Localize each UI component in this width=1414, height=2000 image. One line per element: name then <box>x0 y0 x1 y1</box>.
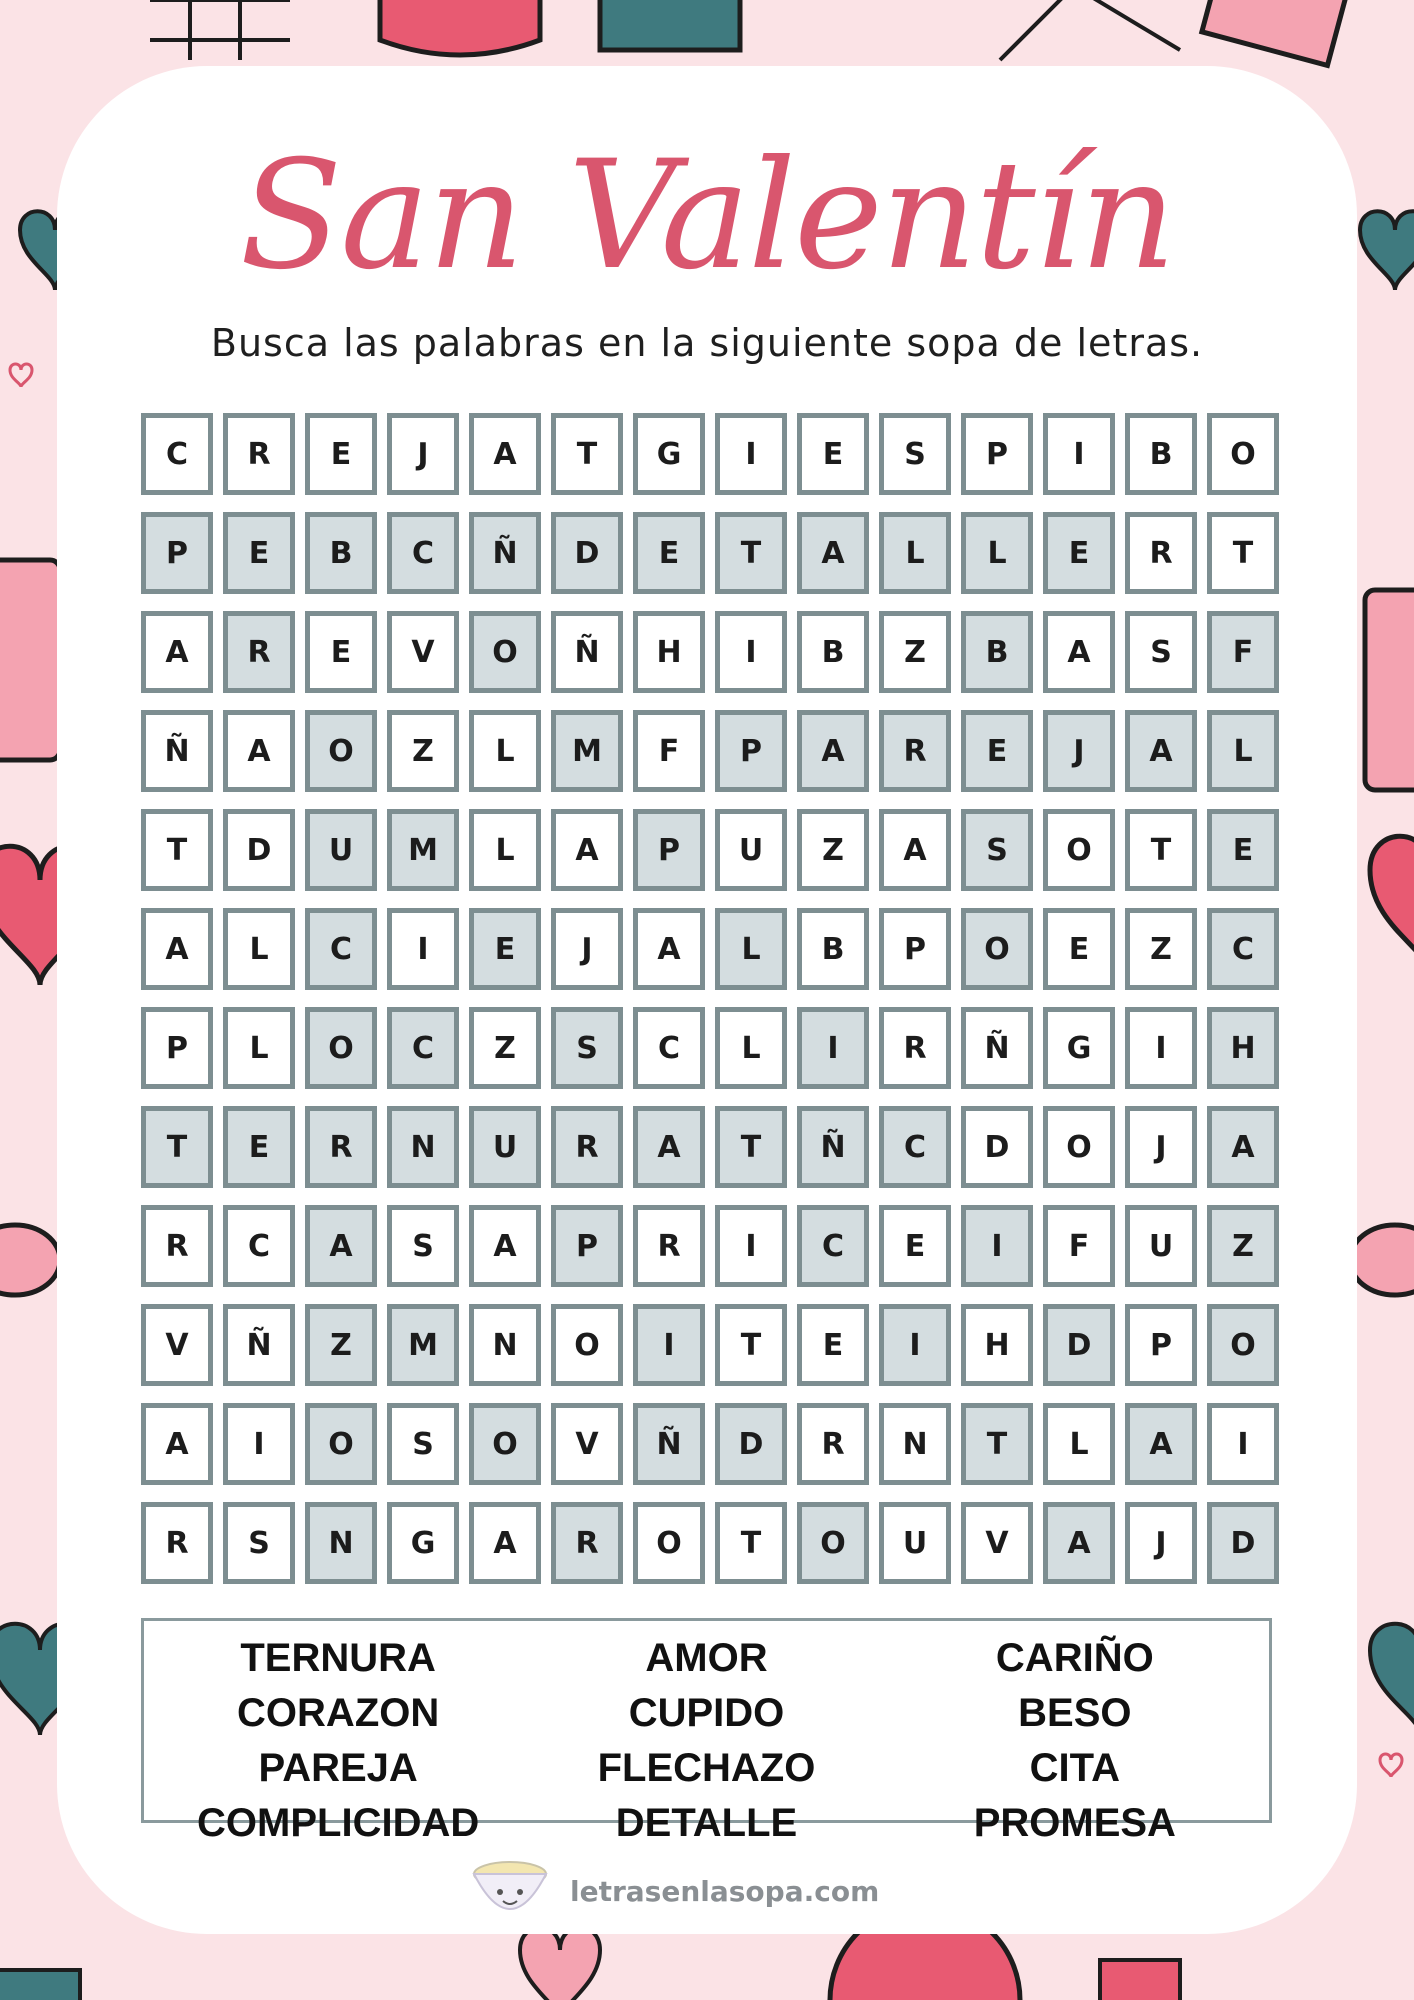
grid-cell[interactable]: H <box>961 1304 1033 1386</box>
grid-cell[interactable]: O <box>551 1304 623 1386</box>
grid-cell[interactable]: A <box>141 611 213 693</box>
grid-cell[interactable]: A <box>797 710 869 792</box>
grid-cell[interactable]: G <box>1043 1007 1115 1089</box>
word-list-column-2 <box>526 1631 886 1845</box>
grid-cell[interactable]: T <box>1207 512 1279 594</box>
grid-cell[interactable]: A <box>223 710 295 792</box>
word-list <box>141 1618 1272 1845</box>
grid-cell[interactable]: A <box>141 1403 213 1485</box>
grid-cell[interactable]: A <box>551 809 623 891</box>
grid-cell[interactable]: A <box>1043 611 1115 693</box>
grid-cell[interactable]: B <box>961 611 1033 693</box>
grid-cell[interactable]: V <box>387 611 459 693</box>
grid-cell[interactable]: F <box>1043 1205 1115 1287</box>
grid-cell[interactable]: Ñ <box>223 1304 295 1386</box>
grid-cell[interactable]: E <box>469 908 541 990</box>
grid-cell[interactable]: I <box>715 1205 787 1287</box>
grid-cell[interactable]: I <box>633 1304 705 1386</box>
grid-cell[interactable]: L <box>223 1007 295 1089</box>
grid-cell[interactable]: E <box>1207 809 1279 891</box>
grid-cell[interactable]: D <box>715 1403 787 1485</box>
grid-cell[interactable]: N <box>879 1403 951 1485</box>
grid-cell[interactable]: R <box>223 413 295 495</box>
grid-cell[interactable]: N <box>387 1106 459 1188</box>
grid-cell[interactable]: E <box>305 413 377 495</box>
grid-cell[interactable]: Z <box>1125 908 1197 990</box>
grid-cell[interactable]: N <box>305 1502 377 1584</box>
puzzle-card <box>57 66 1357 1934</box>
grid-cell[interactable]: E <box>223 512 295 594</box>
grid-cell[interactable]: L <box>961 512 1033 594</box>
grid-cell[interactable]: S <box>387 1205 459 1287</box>
grid-cell[interactable]: D <box>223 809 295 891</box>
grid-cell[interactable]: L <box>223 908 295 990</box>
grid-cell[interactable]: V <box>141 1304 213 1386</box>
grid-cell[interactable]: T <box>1125 809 1197 891</box>
grid-cell[interactable]: Z <box>305 1304 377 1386</box>
grid-cell[interactable]: T <box>141 809 213 891</box>
word-item: CUPIDO <box>628 1691 785 1735</box>
grid-cell[interactable]: T <box>715 1304 787 1386</box>
coffee-cup-icon <box>0 560 60 760</box>
grid-cell[interactable]: A <box>469 1502 541 1584</box>
grid-cell[interactable]: Ñ <box>797 1106 869 1188</box>
grid-cell[interactable]: I <box>1125 1007 1197 1089</box>
word-search-grid <box>141 413 1289 1601</box>
grid-cell[interactable]: R <box>1125 512 1197 594</box>
grid-cell[interactable]: U <box>879 1502 951 1584</box>
teacup-icon <box>1350 1225 1414 1295</box>
grid-cell[interactable]: Ñ <box>469 512 541 594</box>
grid-cell[interactable]: Ñ <box>961 1007 1033 1089</box>
hot-air-balloon-icon <box>380 0 540 55</box>
grid-cell[interactable]: U <box>715 809 787 891</box>
grid-cell[interactable]: L <box>469 809 541 891</box>
grid-cell[interactable]: O <box>961 908 1033 990</box>
grid-cell[interactable]: B <box>797 611 869 693</box>
grid-cell[interactable]: I <box>1207 1403 1279 1485</box>
grid-cell[interactable]: G <box>387 1502 459 1584</box>
grid-cell[interactable]: O <box>469 611 541 693</box>
grid-cell[interactable]: O <box>305 1007 377 1089</box>
teacup-icon <box>0 1225 60 1295</box>
grid-cell[interactable]: M <box>387 809 459 891</box>
grid-cell[interactable]: U <box>1125 1205 1197 1287</box>
grid-cell[interactable]: D <box>551 512 623 594</box>
grid-cell[interactable]: F <box>633 710 705 792</box>
grid-cell[interactable]: N <box>469 1304 541 1386</box>
coffee-cup-icon <box>1365 590 1414 790</box>
grid-cell[interactable]: S <box>961 809 1033 891</box>
grid-cell[interactable]: E <box>797 1304 869 1386</box>
grid-cell[interactable]: P <box>141 512 213 594</box>
word-item: TERNURA <box>240 1636 436 1680</box>
grid-cell[interactable]: C <box>879 1106 951 1188</box>
grid-cell[interactable]: C <box>305 908 377 990</box>
grid-cell[interactable]: A <box>469 1205 541 1287</box>
grid-cell[interactable]: I <box>387 908 459 990</box>
grid-cell[interactable]: T <box>715 1502 787 1584</box>
grid-cell[interactable]: O <box>633 1502 705 1584</box>
grid-cell[interactable]: C <box>141 413 213 495</box>
word-item: PAREJA <box>258 1746 418 1790</box>
word-list-column-3 <box>895 1631 1255 1845</box>
grid-cell[interactable]: R <box>551 1106 623 1188</box>
grid-cell[interactable]: T <box>715 512 787 594</box>
grid-cell[interactable]: O <box>1207 413 1279 495</box>
grid-cell[interactable]: Z <box>469 1007 541 1089</box>
grid-cell[interactable]: M <box>387 1304 459 1386</box>
grid-cell[interactable]: A <box>879 809 951 891</box>
grid-cell[interactable]: B <box>1125 413 1197 495</box>
grid-cell[interactable]: E <box>633 512 705 594</box>
grid-cell[interactable]: R <box>223 611 295 693</box>
grid-cell[interactable]: P <box>633 809 705 891</box>
grid-cell[interactable]: E <box>879 1205 951 1287</box>
grid-cell[interactable]: Z <box>1207 1205 1279 1287</box>
grid-cell[interactable]: O <box>469 1403 541 1485</box>
grid-cell[interactable]: J <box>1125 1106 1197 1188</box>
grid-cell[interactable]: J <box>1043 710 1115 792</box>
grid-cell[interactable]: S <box>1125 611 1197 693</box>
grid-cell[interactable]: O <box>305 1403 377 1485</box>
gift-icon <box>0 1970 80 2000</box>
grid-cell[interactable]: T <box>715 1106 787 1188</box>
grid-cell[interactable]: C <box>223 1205 295 1287</box>
grid-cell[interactable]: R <box>551 1502 623 1584</box>
grid-cell[interactable]: Ñ <box>141 710 213 792</box>
grid-cell[interactable]: L <box>1207 710 1279 792</box>
grid-cell[interactable]: C <box>797 1205 869 1287</box>
footer-site-link[interactable]: letrasenlasopa.com <box>570 1874 880 1908</box>
grid-cell[interactable]: S <box>551 1007 623 1089</box>
grid-cell[interactable]: A <box>633 908 705 990</box>
grid-cell[interactable]: E <box>797 413 869 495</box>
grid-cell[interactable]: I <box>879 1304 951 1386</box>
grid-cell[interactable]: T <box>141 1106 213 1188</box>
grid-cell[interactable]: I <box>1043 413 1115 495</box>
grid-cell[interactable]: L <box>715 1007 787 1089</box>
grid-cell[interactable]: Z <box>387 710 459 792</box>
grid-cell[interactable]: A <box>305 1205 377 1287</box>
grid-cell[interactable]: Ñ <box>551 611 623 693</box>
grid-cell[interactable]: P <box>961 413 1033 495</box>
grid-cell[interactable]: A <box>469 413 541 495</box>
grid-cell[interactable]: L <box>1043 1403 1115 1485</box>
word-item: COMPLICIDAD <box>197 1801 480 1845</box>
grid-cell[interactable]: R <box>633 1205 705 1287</box>
grid-cell[interactable]: C <box>387 512 459 594</box>
instructions: Busca las palabras en la siguiente sopa de letras. <box>210 321 1204 365</box>
grid-cell[interactable]: P <box>141 1007 213 1089</box>
grid-cell[interactable]: H <box>1207 1007 1279 1089</box>
grid-cell[interactable]: O <box>1043 809 1115 891</box>
grid-cell[interactable]: P <box>1125 1304 1197 1386</box>
grid-cell[interactable]: Z <box>797 809 869 891</box>
grid-cell[interactable]: V <box>551 1403 623 1485</box>
grid-cell[interactable]: C <box>1207 908 1279 990</box>
grid-cell[interactable]: R <box>879 710 951 792</box>
word-item: BESO <box>1018 1691 1132 1735</box>
grid-cell[interactable]: E <box>305 611 377 693</box>
grid-cell[interactable]: J <box>551 908 623 990</box>
word-item: PROMESA <box>973 1801 1176 1845</box>
grid-cell[interactable]: A <box>633 1106 705 1188</box>
grid-cell[interactable]: C <box>633 1007 705 1089</box>
grid-cell[interactable]: R <box>141 1502 213 1584</box>
grid-cell[interactable]: E <box>1043 512 1115 594</box>
grid-cell[interactable]: O <box>1043 1106 1115 1188</box>
grid-cell[interactable]: H <box>633 611 705 693</box>
grid-cell[interactable]: D <box>961 1106 1033 1188</box>
grid-cell[interactable]: A <box>1043 1502 1115 1584</box>
word-item: CARIÑO <box>995 1636 1154 1680</box>
grid-cell[interactable]: D <box>1207 1502 1279 1584</box>
grid-cell[interactable]: Z <box>879 611 951 693</box>
word-item: AMOR <box>645 1636 768 1680</box>
word-item: CORAZON <box>237 1691 440 1735</box>
grid-cell[interactable]: O <box>797 1502 869 1584</box>
grid-cell[interactable]: M <box>551 710 623 792</box>
grid-cell[interactable]: A <box>1125 710 1197 792</box>
grid-cell[interactable]: I <box>715 413 787 495</box>
grid-cell[interactable]: A <box>1207 1106 1279 1188</box>
grid-cell[interactable]: R <box>305 1106 377 1188</box>
grid-cell[interactable]: R <box>879 1007 951 1089</box>
grid-cell[interactable]: Ñ <box>633 1403 705 1485</box>
grid-cell[interactable]: L <box>469 710 541 792</box>
grid-cell[interactable]: R <box>141 1205 213 1287</box>
grid-cell[interactable]: A <box>797 512 869 594</box>
word-item: CITA <box>1029 1746 1120 1790</box>
soup-bowl-mascot-icon <box>470 1856 550 1926</box>
grid-cell[interactable]: O <box>305 710 377 792</box>
grid-cell[interactable]: E <box>1043 908 1115 990</box>
grid-cell[interactable]: F <box>1207 611 1279 693</box>
grid-cell[interactable]: P <box>551 1205 623 1287</box>
grid-cell[interactable]: R <box>797 1403 869 1485</box>
grid-cell[interactable]: E <box>961 710 1033 792</box>
grid-cell[interactable]: T <box>551 413 623 495</box>
grid-cell[interactable]: S <box>387 1403 459 1485</box>
grid-cell[interactable]: I <box>223 1403 295 1485</box>
grid-cell[interactable]: I <box>961 1205 1033 1287</box>
footer <box>470 1856 879 1926</box>
grid-cell[interactable]: P <box>879 908 951 990</box>
grid-cell[interactable]: P <box>715 710 787 792</box>
gift-icon <box>600 0 740 50</box>
word-list-column-1 <box>158 1631 518 1845</box>
grid-cell[interactable]: E <box>223 1106 295 1188</box>
grid-cell[interactable]: A <box>1125 1403 1197 1485</box>
grid-cell[interactable]: S <box>223 1502 295 1584</box>
grid-cell[interactable]: A <box>141 908 213 990</box>
grid-cell[interactable]: B <box>305 512 377 594</box>
grid-cell[interactable]: T <box>961 1403 1033 1485</box>
grid-cell[interactable]: O <box>1207 1304 1279 1386</box>
grid-cell[interactable]: S <box>879 413 951 495</box>
grid-cell[interactable]: J <box>1125 1502 1197 1584</box>
cupcake-icon <box>1100 1960 1180 2000</box>
grid-cell[interactable]: L <box>715 908 787 990</box>
grid-cell[interactable]: B <box>797 908 869 990</box>
grid-cell[interactable]: D <box>1043 1304 1115 1386</box>
grid-cell[interactable]: C <box>387 1007 459 1089</box>
grid-cell[interactable]: U <box>469 1106 541 1188</box>
grid-cell[interactable]: V <box>961 1502 1033 1584</box>
word-item: DETALLE <box>615 1801 798 1845</box>
grid-cell[interactable]: G <box>633 413 705 495</box>
grid-cell[interactable]: J <box>387 413 459 495</box>
grid-cell[interactable]: L <box>879 512 951 594</box>
page-title: San Valentín <box>239 129 1175 303</box>
grid-cell[interactable]: I <box>797 1007 869 1089</box>
word-item: FLECHAZO <box>597 1746 816 1790</box>
grid-cell[interactable]: I <box>715 611 787 693</box>
grid-cell[interactable]: U <box>305 809 377 891</box>
